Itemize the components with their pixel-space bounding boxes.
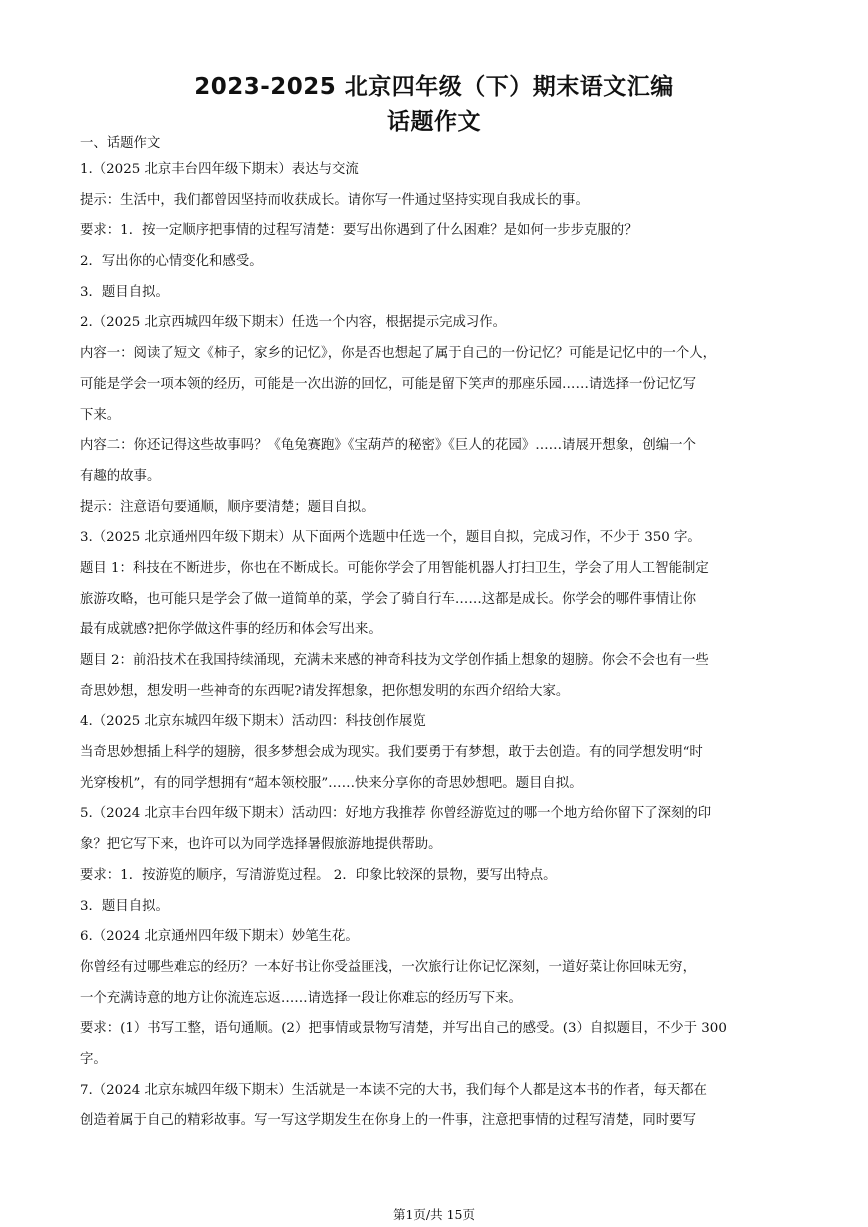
body-line: 要求：1．按游览的顺序，写清游览过程。 2．印象比较深的景物，要写出特点。 — [80, 867, 557, 883]
body-line: 6.（2024 北京通州四年级下期末）妙笔生花。 — [80, 929, 359, 945]
body-line: 有趣的故事。 — [80, 468, 161, 484]
body-line: 要求：(1）书写工整，语句通顺。(2）把事情或景物写清楚，并写出自己的感受。(3）自拟题目，不少于 300 — [80, 1021, 727, 1037]
body-line: 内容二：你还记得这些故事吗？《龟兔赛跑》《宝葫芦的秘密》《巨人的花园》……请展开想象，创编一个 — [80, 438, 696, 454]
body-line: 题目 2：前沿技术在我国持续涌现，充满未来感的神奇科技为文学创作插上想象的翅膀。你会不会也有一些 — [80, 653, 709, 668]
body-line: 要求：1．按一定顺序把事情的过程写清楚：要写出你遇到了什么困难？是如何一步步克服的？ — [80, 223, 638, 239]
body-line: 5.（2024 北京丰台四年级下期末）活动四：好地方我推荐 你曾经游览过的哪一个地方给你留下了深刻的印 — [80, 806, 712, 822]
body-line: 题目 1：科技在不断进步，你也在不断成长。可能你学会了用智能机器人打扫卫生，学会了用人工智能制定 — [80, 560, 709, 576]
document-body — [80, 133, 792, 1137]
body-line: 光穿梭机”，有的同学想拥有“超本领校服”……快来分享你的奇思妙想吧。题目自拟。 — [80, 775, 583, 791]
body-line: 可能是学会一项本领的经历，可能是一次出游的回忆，可能是留下笑声的那座乐园……请选择一份记忆写 — [80, 376, 696, 392]
body-line: 1.（2025 北京丰台四年级下期末）表达与交流 — [80, 162, 359, 177]
body-line: 旅游攻略，也可能只是学会了做一道简单的菜，学会了骑自行车……这都是成长。你学会的哪件事情让你 — [80, 591, 696, 607]
body-line: 最有成就感?把你学做这件事的经历和体会写出来。 — [80, 622, 382, 638]
body-line: 内容一：阅读了短文《柿子，家乡的记忆》，你是否也想起了属于自己的一份记忆？可能是记忆中的一个人， — [80, 346, 717, 362]
body-line: 4.（2025 北京东城四年级下期末）活动四：科技创作展览 — [80, 714, 426, 730]
body-line: 你曾经有过哪些难忘的经历？一本好书让你受益匪浅，一次旅行让你记忆深刻，一道好菜让你回味无穷， — [80, 959, 696, 975]
body-line: 3．题目自拟。 — [80, 284, 169, 300]
body-line: 7.（2024 北京东城四年级下期末）生活就是一本读不完的大书，我们每个人都是这本书的作者，每天都在 — [80, 1082, 707, 1098]
body-line: 当奇思妙想插上科学的翅膀，很多梦想会成为现实。我们要勇于有梦想，敢于去创造。有的同学想发明“时 — [80, 745, 703, 761]
body-line: 2．写出你的心情变化和感受。 — [80, 254, 263, 270]
body-line: 字。 — [80, 1051, 107, 1067]
body-line: 奇思妙想，想发明一些神奇的东西呢?请发挥想象，把你想发明的东西介绍给大家。 — [80, 683, 570, 699]
body-line: 下来。 — [80, 407, 121, 423]
document-title: 2023-2025 北京四年级（下）期末语文汇编 — [194, 74, 674, 100]
body-line: 一个充满诗意的地方让你流连忘返……请选择一段让你难忘的经历写下来。 — [80, 990, 522, 1006]
body-line: 创造着属于自己的精彩故事。写一写这学期发生在你身上的一件事，注意把事情的过程写清楚，同时要写 — [80, 1113, 696, 1129]
body-line: 提示：生活中，我们都曾因坚持而收获成长。请你写一件通过坚持实现自我成长的事。 — [80, 192, 589, 208]
body-line: 3.（2025 北京通州四年级下期末）从下面两个选题中任选一个，题目自拟，完成习作，不少于 350 字。 — [80, 530, 701, 546]
page-footer: 第1页/共 15页 — [392, 1207, 476, 1222]
section-heading: 一、话题作文 — [80, 136, 161, 151]
body-line: 2.（2025 北京西城四年级下期末）任选一个内容，根据提示完成习作。 — [80, 315, 507, 331]
body-line: 提示：注意语句要通顺，顺序要清楚；题目自拟。 — [80, 499, 375, 515]
body-line: 3．题目自拟。 — [80, 898, 169, 914]
document-subtitle: 话题作文 — [387, 109, 481, 135]
body-line: 象？把它写下来，也许可以为同学选择暑假旅游地提供帮助。 — [80, 837, 442, 853]
